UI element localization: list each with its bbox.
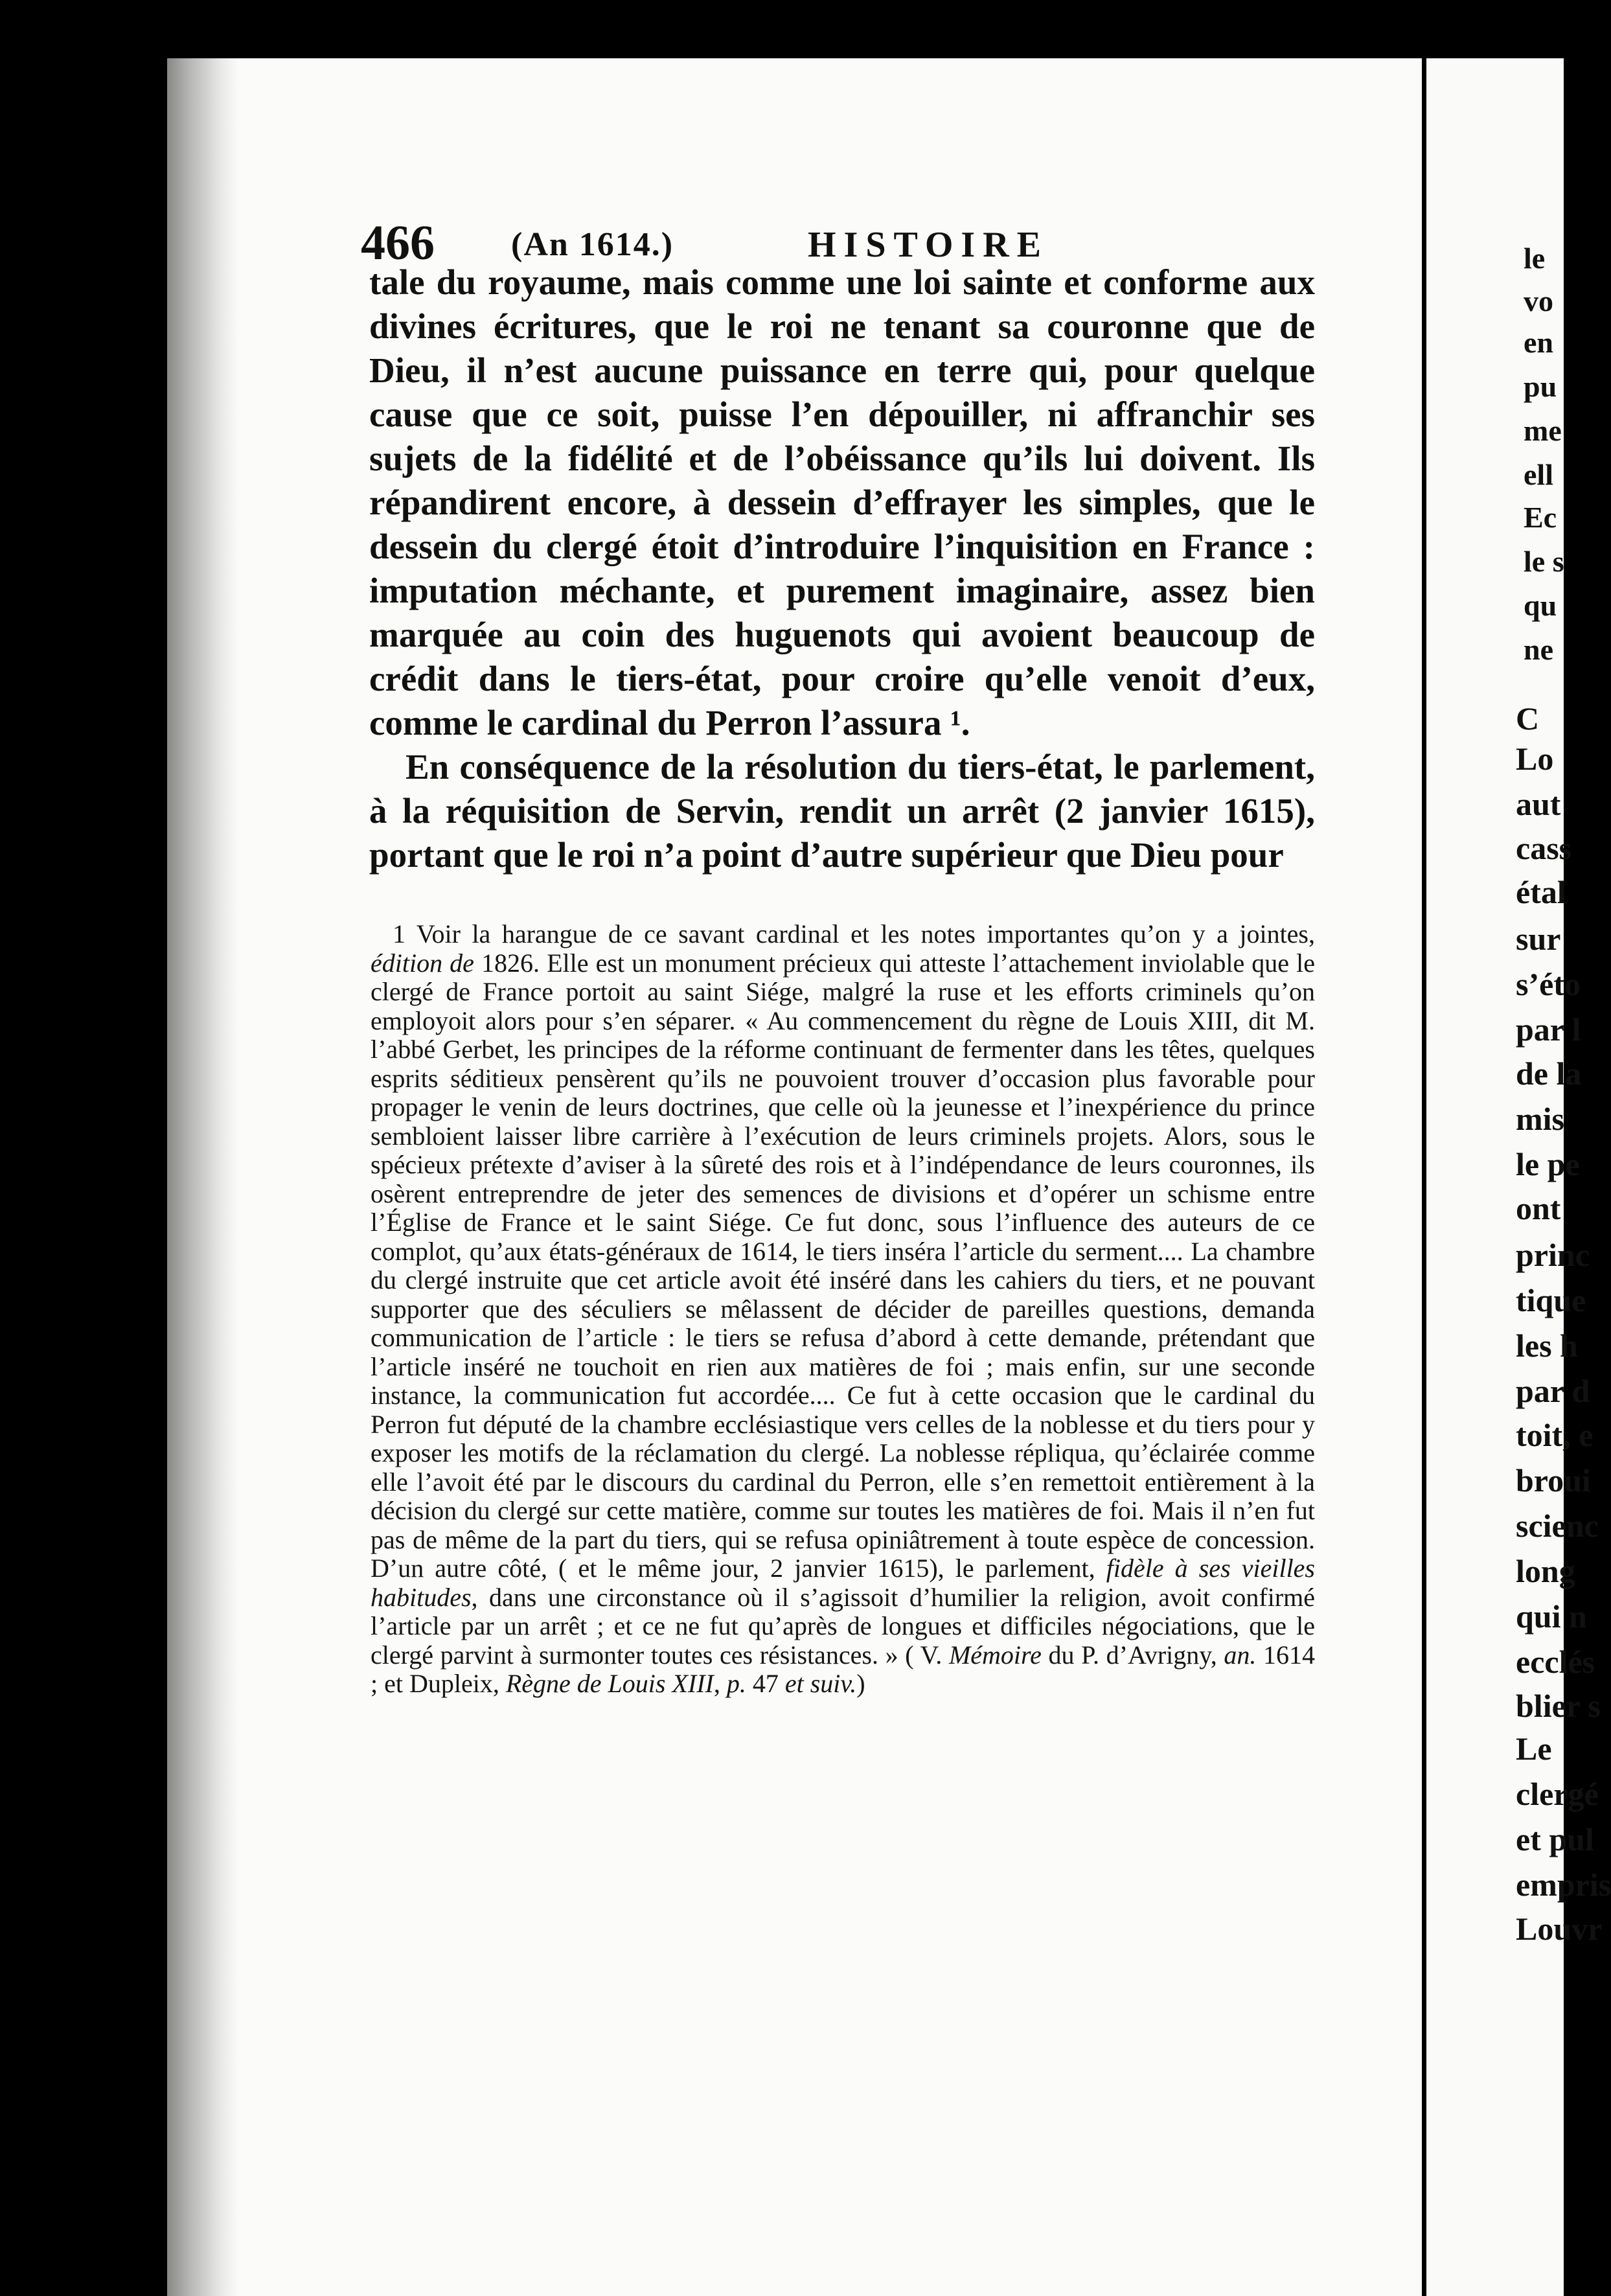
- edge-text-fragment: en: [1524, 326, 1553, 359]
- body-text: [369, 260, 1315, 877]
- edge-text-fragment: sur: [1516, 921, 1561, 957]
- edge-text-fragment: les h: [1516, 1327, 1578, 1364]
- edge-text-fragment: toit, e: [1516, 1417, 1594, 1453]
- adjacent-page-edge: [1426, 58, 1611, 2296]
- edge-text-fragment: vo: [1524, 284, 1553, 317]
- edge-text-fragment: étal: [1516, 874, 1566, 910]
- paragraph: tale du royaume, mais comme une loi sainte et conforme aux divines écritures, que le roi ne tenant sa couronne que de Dieu, il n’est aucune puissance en terre qui, pour quelque cause que ce soit, puisse l’en dépouiller, ni affranchir ses sujets de la fidélité et de l’obéissance qu’ils lui doivent. Ils répandirent encore, à dessein d’effrayer les simples, que le dessein du clergé étoit d’introduire l’inquisition en France : imputation méchante, et purement imaginaire, assez bien marquée au coin des huguenots qui avoient beaucoup de crédit dans le tiers-état, pour croire qu’elle venoit d’eux, comme le cardinal du Perron l’assura ¹.: [369, 262, 1315, 742]
- edge-text-fragment: princ: [1516, 1237, 1590, 1273]
- edge-text-fragment: ell: [1524, 458, 1553, 491]
- edge-text-fragment: Louvr: [1516, 1911, 1603, 1947]
- footnote-text: 1 Voir la harangue de ce savant cardinal et les notes importantes qu’on y a jointes, édition de 1826. Elle est un monument précieux qui atteste l’attachement inviolable que le clergé de France portoit au saint Siége, malgré la ruse et les efforts criminels qu’on employoit alors pour s’en séparer. « Au commencement du règne de Louis XIII, dit M. l’abbé Gerbet, les principes de la réforme continuant de fermenter dans les têtes, quelques esprits séditieux pensèrent qu’ils ne pouvoient trouver d’occasion plus favorable pour propager le venin de leurs doctrines, que celle où la jeunesse et l’inexpérience du prince sembloient laisser libre carrière à l’exécution de leurs criminels projets. Alors, sous le spécieux prétexte d’aviser à la sûreté des rois et à l’indépendance de leurs couronnes, ils osèrent entreprendre de jeter des semences de divisions et d’opérer un schisme entre l’Église de France et le saint Siége. Ce fut donc, sous l’influence des auteurs de ce complot, qu’aux états-généraux de 1614, le tiers inséra l’article du serment.... La chambre du clergé instruite que cet article avoit été inséré dans les cahiers du tiers, et ne pouvant supporter que des séculiers se mêlassent de décider de pareilles questions, demanda communication de l’article : le tiers se refusa d’abord à cette demande, prétendant que l’article inséré ne touchoit en rien aux matières de foi ; mais enfin, sur une seconde instance, la communication fut accordée.... Ce fut à cette occasion que le cardinal du Perron fut député de la chambre ecclésiastique vers celles de la noblesse et du tiers pour y exposer les motifs de la réclamation du clergé. La noblesse répliqua, qu’éclairée comme elle l’avoit été par le discours du cardinal du Perron, elle s’en remettoit entièrement à la décision du clergé sur cette matière, comme sur toutes les matières de foi. Mais il n’en fut pas de même de la part du tiers, qui se refusa opiniâtrement à toute espèce de concession. D’un autre côté, ( et le même jour, 2 janvier 1615), le parlement, fidèle à ses vieilles habitudes, dans une circonstance où il s’agissoit d’humilier la religion, avoit confirmé l’article par un arrêt ; et ce ne fut qu’après de longues et difficiles négociations, que le clergé parvint à surmonter toutes ces résistances. » ( V. Mémoire du P. d’Avrigny, an. 1614 ; et Dupleix, Règne de Louis XIII, p. 47 et suiv.): [371, 919, 1316, 1698]
- edge-text-fragment: broui: [1516, 1462, 1591, 1498]
- edge-text-fragment: pu: [1524, 370, 1557, 403]
- edge-text-fragment: Le: [1516, 1730, 1552, 1767]
- paragraph: En conséquence de la résolution du tiers-état, le parlement, à la réquisition de Servin, rendit un arrêt (2 janvier 1615), portant que le roi n’a point d’autre supérieur que Dieu pour: [369, 747, 1315, 875]
- page-header: [361, 215, 1281, 270]
- page-number: 466: [361, 216, 435, 270]
- edge-text-fragment: scienc: [1516, 1508, 1599, 1544]
- edge-text-fragment: ne: [1524, 633, 1553, 666]
- edge-text-fragment: et pul: [1516, 1821, 1594, 1857]
- edge-text-fragment: tique: [1516, 1282, 1586, 1318]
- edge-text-fragment: C: [1516, 700, 1540, 737]
- edge-text-fragment: le pe: [1516, 1146, 1580, 1182]
- edge-text-fragment: ont: [1516, 1190, 1561, 1226]
- edge-text-fragment: mis: [1516, 1101, 1564, 1137]
- edge-text-fragment: Lo: [1516, 740, 1554, 777]
- edge-text-fragment: clergé: [1516, 1776, 1599, 1812]
- edge-text-fragment: cass: [1516, 830, 1572, 866]
- running-title: HISTOIRE: [808, 225, 1049, 265]
- edge-text-fragment: le s: [1524, 545, 1564, 578]
- edge-text-fragment: par l: [1516, 1011, 1581, 1048]
- footnote: [371, 920, 1315, 1699]
- edge-text-fragment: ecclés: [1516, 1644, 1595, 1680]
- edge-text-fragment: long: [1516, 1553, 1575, 1589]
- edge-text-fragment: qu: [1524, 589, 1557, 622]
- edge-text-fragment: qui n: [1516, 1598, 1587, 1635]
- year-note: (An 1614.): [511, 226, 674, 263]
- edge-text-fragment: par d: [1516, 1373, 1590, 1409]
- edge-text-fragment: aut: [1516, 786, 1561, 822]
- edge-text-fragment: Ec: [1524, 501, 1557, 534]
- edge-text-fragment: me: [1524, 414, 1562, 447]
- edge-text-fragment: blier s: [1516, 1688, 1601, 1724]
- binding-gutter-shadow: [167, 58, 238, 2296]
- edge-text-fragment: le: [1524, 242, 1546, 275]
- edge-text-fragment: empris: [1516, 1866, 1611, 1903]
- edge-text-fragment: de la: [1516, 1055, 1582, 1092]
- edge-text-fragment: s’éto: [1516, 966, 1581, 1002]
